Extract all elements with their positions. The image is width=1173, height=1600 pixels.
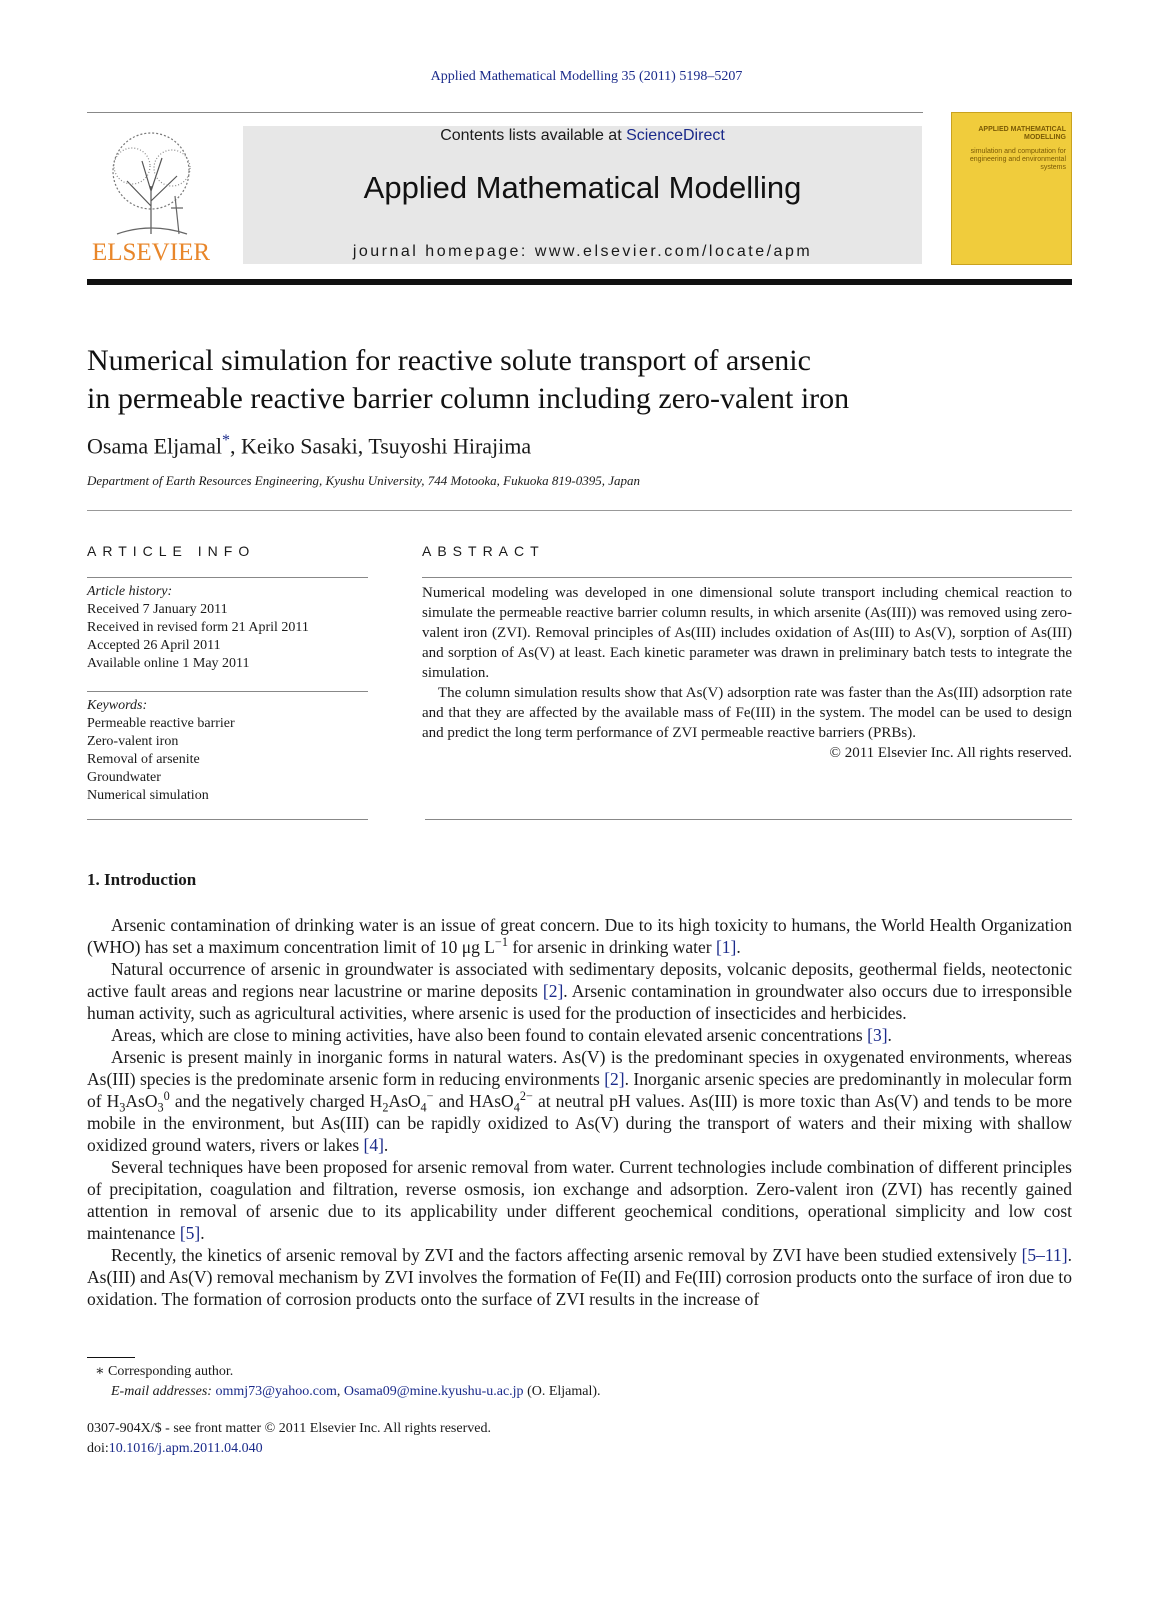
email-link[interactable]: Osama09@mine.kyushu-u.ac.jp (343, 1384, 524, 1399)
footnote-rule (87, 1357, 135, 1358)
keyword-item: Numerical simulation (87, 788, 209, 803)
authors (87, 432, 531, 459)
history-item: Accepted 26 April 2011 (87, 638, 221, 653)
abstract-paragraph: Numerical modeling was developed in one dimensional solute transport including chemical reaction to simulate the permeable reactive barrier column results, in which arsenite (As(III)) was removed using zero-valent iron (ZVI). Removal principles of As(III) includes oxidation of As(III) to As(V), sorption of As(III) and sorption of As(V) at least. Each kinetic parameter was drawn in preliminary batch tests to integrate the simulation. (422, 585, 1072, 681)
intro-paragraph: Areas, which are close to mining activities, have also been found to contain elevated arsenic concentrations [3]. (111, 1025, 892, 1045)
reference-link[interactable]: [3] (867, 1025, 888, 1045)
keyword-item: Removal of arsenite (87, 752, 200, 767)
title-rule (87, 510, 1072, 511)
history-label: Article history: (87, 584, 173, 599)
abstract-heading: ABSTRACT (422, 543, 545, 559)
svg-text:ELSEVIER: ELSEVIER (91, 239, 211, 264)
footnote-emails: E-mail addresses: ommj73@yahoo.com, Osama09@mine.kyushu-u.ac.jp (O. Eljamal). (111, 1384, 601, 1399)
header-thick-rule (87, 279, 1072, 285)
reference-link[interactable]: [1] (715, 937, 737, 957)
history-item: Available online 1 May 2011 (87, 656, 250, 671)
email-link[interactable]: ommj73@yahoo.com (215, 1384, 337, 1399)
coauthors: , Keiko Sasaki, Tsuyoshi Hirajima (230, 433, 532, 459)
article-info-heading: ARTICLE INFO (87, 543, 256, 559)
reference-link[interactable]: [5–11] (1021, 1245, 1068, 1265)
article-title: Numerical simulation for reactive solute transport of arsenic in permeable reactive barrier column including zero-valent iron (87, 344, 850, 415)
sciencedirect-link[interactable]: ScienceDirect (626, 127, 725, 144)
article-info-bottom-rule (87, 819, 368, 820)
journal-cover-text (958, 126, 1066, 172)
abstract-bottom-rule (425, 819, 1072, 820)
history-item: Received in revised form 21 April 2011 (87, 620, 309, 635)
header-rule (87, 112, 923, 113)
article-info-rule (87, 577, 368, 578)
intro-paragraph: Arsenic contamination of drinking water is an issue of great concern. Due to its high toxicity to humans, the World Health Organization (WHO) has set a maximum concentration limit of 10 μg $L^{-1}$ for arsenic in drinking water [1]. (87, 915, 1072, 957)
journal-citation (0, 69, 1173, 85)
keywords-rule (87, 691, 368, 692)
reference-link[interactable]: [4] (363, 1135, 384, 1155)
abstract-body (422, 583, 1072, 763)
affiliation: Department of Earth Resources Engineering, Kyushu University, 744 Motooka, Fukuoka 819-0395, Japan (87, 473, 641, 488)
keyword-item: Zero-valent iron (87, 734, 179, 749)
front-matter: 0307-904X/$ - see front matter © 2011 Elsevier Inc. All rights reserved. (87, 1421, 491, 1436)
section-heading-introduction: 1. Introduction (87, 870, 197, 889)
intro-paragraph: Arsenic is present mainly in inorganic forms in natural waters. As(V) is the predominant species in oxygenated environments, whereas As(III) species is the predominate arsenic form in reducing environments [2]. Inorganic arsenic species are predominantly in molecular form of $H_3AsO_3^0$ and the negatively charged $H_2AsO_4^-$ and HAsO$_4^{2-}$ at neutral pH values. As(III) is more toxic than As(V) and tends to be more mobile in the environment, but As(III) can be rapidly oxidized to As(V) during the transport of waters and their mixing with shallow oxidized ground waters, rivers or lakes [4]. (87, 1047, 1072, 1155)
reference-link[interactable]: [2] (604, 1069, 625, 1089)
abstract-paragraph: The column simulation results show that As(V) adsorption rate was faster than the As(III) adsorption rate and that they are affected by the available mass of Fe(III) in the system. The model can be used to design and predict the long term performance of ZVI permeable reactive barriers (PRBs). (422, 685, 1072, 741)
elsevier-logo (87, 126, 215, 264)
keyword-item: Permeable reactive barrier (87, 716, 235, 731)
author-name: Osama Eljamal (87, 433, 223, 459)
journal-homepage[interactable]: journal homepage: www.elsevier.com/locate/apm (352, 243, 813, 260)
footnote-corresponding: ∗ Corresponding author. (95, 1364, 234, 1379)
reference-link[interactable]: [5] (179, 1223, 201, 1243)
intro-paragraph: Recently, the kinetics of arsenic removal by ZVI and the factors affecting arsenic removal by ZVI have been studied extensively [5–11]. As(III) and As(V) removal mechanism by ZVI involves the formation of Fe(II) and Fe(III) corrosion products onto the surface of iron due to oxidation. The formation of corrosion products onto the surface of ZVI results in the increase of (87, 1245, 1072, 1309)
keywords-label: Keywords: (87, 698, 148, 713)
keywords (87, 697, 368, 805)
reference-link[interactable]: [2] (542, 981, 564, 1001)
cover-subtitle: simulation and computation for engineering and environmental systems (969, 148, 1066, 171)
article-history (87, 583, 368, 673)
abstract-copyright: © 2011 Elsevier Inc. All rights reserved. (829, 745, 1072, 761)
introduction-body (87, 914, 1072, 1310)
doi-line: doi:10.1016/j.apm.2011.04.040 (87, 1441, 263, 1456)
journal-title: Applied Mathematical Modelling (363, 170, 802, 205)
citation-link[interactable]: Applied Mathematical Modelling 35 (2011) 5198–5207 (430, 69, 743, 84)
history-item: Received 7 January 2011 (87, 602, 228, 617)
contents-line: Contents lists available at ScienceDirect (440, 127, 725, 144)
cover-title: APPLIED MATHEMATICAL MODELLING (978, 126, 1066, 141)
intro-paragraph: Natural occurrence of arsenic in groundwater is associated with sedimentary deposits, volcanic deposits, geothermal fields, neotectonic active fault areas and regions near lacustrine or marine deposits [2]. Arsenic contamination in groundwater also occurs due to irresponsible human activity, such as agricultural activities, where arsenic is used for the production of insecticides and herbicides. (87, 959, 1073, 1023)
doi-link[interactable]: 10.1016/j.apm.2011.04.040 (108, 1441, 263, 1456)
keyword-item: Groundwater (87, 770, 161, 785)
intro-paragraph: Several techniques have been proposed for arsenic removal from water. Current technologies include combination of different principles of precipitation, coagulation and filtration, reverse osmosis, ion exchange and adsorption. Zero-valent iron (ZVI) has recently gained attention in removal of arsenic due to its applicability under different geochemical conditions, operational simplicity and low cost maintenance [5]. (87, 1157, 1072, 1243)
corresponding-author-mark[interactable]: * (222, 432, 231, 449)
abstract-rule (422, 577, 1072, 578)
